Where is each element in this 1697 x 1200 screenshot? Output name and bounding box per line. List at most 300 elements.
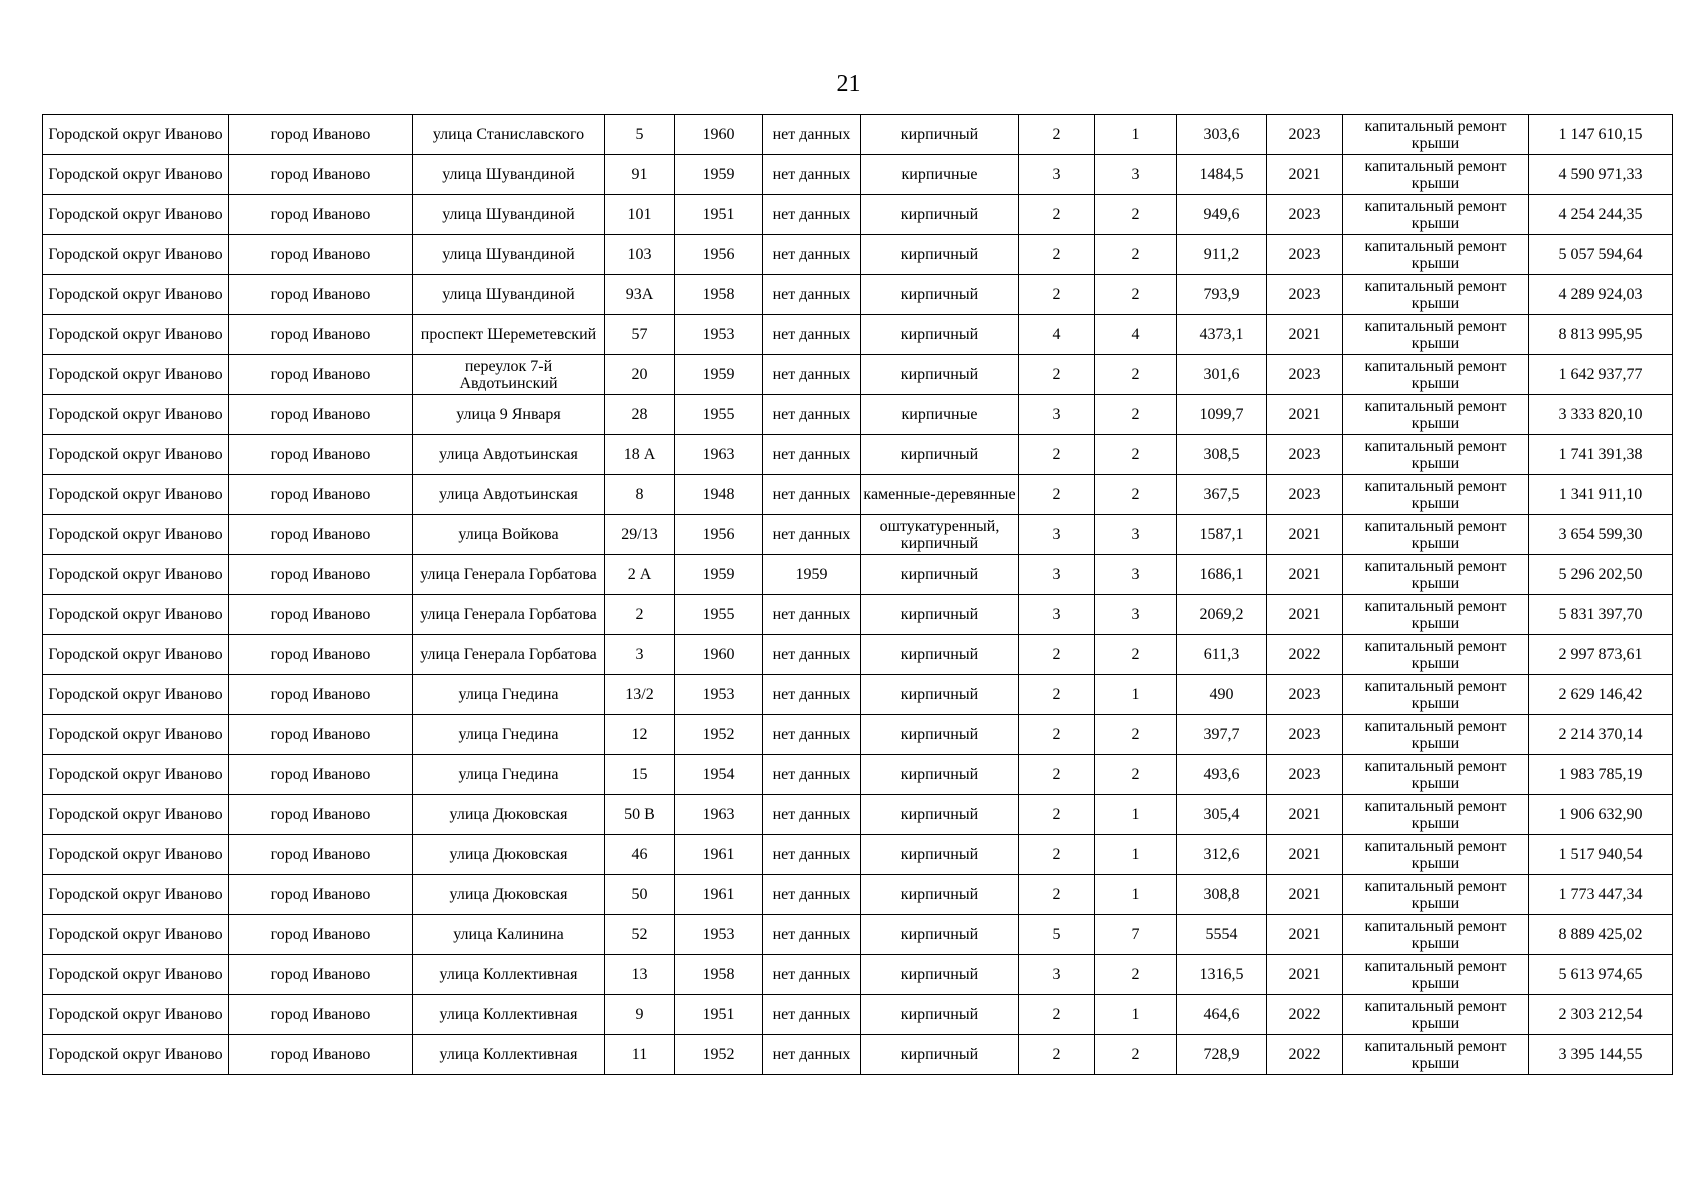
work-type-cell: капитальный ремонт крыши	[1343, 275, 1529, 315]
build-year-cell: 1953	[675, 315, 763, 355]
planned-year-cell: 2023	[1267, 235, 1343, 275]
work-type-cell: капитальный ремонт крыши	[1343, 835, 1529, 875]
street-cell: улица Коллективная	[413, 995, 605, 1035]
municipality-cell: Городской округ Иваново	[43, 675, 229, 715]
street-cell: улица Гнедина	[413, 755, 605, 795]
build-year-cell: 1951	[675, 995, 763, 1035]
settlement-cell: город Иваново	[229, 315, 413, 355]
table-row	[43, 915, 1673, 955]
area-cell: 1587,1	[1177, 515, 1267, 555]
municipality-cell: Городской округ Иваново	[43, 1035, 229, 1075]
area-cell: 793,9	[1177, 275, 1267, 315]
build-year-cell: 1955	[675, 395, 763, 435]
planned-year-cell: 2022	[1267, 635, 1343, 675]
build-year-cell: 1956	[675, 235, 763, 275]
municipality-cell: Городской округ Иваново	[43, 555, 229, 595]
wall-material-cell: кирпичный	[861, 955, 1019, 995]
entrances-cell: 2	[1095, 435, 1177, 475]
planned-year-cell: 2023	[1267, 755, 1343, 795]
work-type-cell: капитальный ремонт крыши	[1343, 755, 1529, 795]
entrances-cell: 2	[1095, 355, 1177, 395]
planned-year-cell: 2021	[1267, 915, 1343, 955]
house-number-cell: 12	[605, 715, 675, 755]
floors-cell: 3	[1019, 955, 1095, 995]
area-cell: 1484,5	[1177, 155, 1267, 195]
build-year-cell: 1959	[675, 555, 763, 595]
cost-cell: 2 214 370,14	[1529, 715, 1673, 755]
street-cell: улица Шувандиной	[413, 195, 605, 235]
cost-cell: 4 254 244,35	[1529, 195, 1673, 235]
entrances-cell: 2	[1095, 715, 1177, 755]
work-type-cell: капитальный ремонт крыши	[1343, 875, 1529, 915]
area-cell: 911,2	[1177, 235, 1267, 275]
street-cell: улица Авдотьинская	[413, 435, 605, 475]
work-type-cell: капитальный ремонт крыши	[1343, 155, 1529, 195]
municipality-cell: Городской округ Иваново	[43, 635, 229, 675]
municipality-cell: Городской округ Иваново	[43, 595, 229, 635]
wall-material-cell: кирпичные	[861, 395, 1019, 435]
last-overhaul-cell: нет данных	[763, 875, 861, 915]
wall-material-cell: кирпичный	[861, 715, 1019, 755]
settlement-cell: город Иваново	[229, 195, 413, 235]
last-overhaul-cell: 1959	[763, 555, 861, 595]
area-cell: 949,6	[1177, 195, 1267, 235]
municipality-cell: Городской округ Иваново	[43, 235, 229, 275]
wall-material-cell: кирпичный	[861, 915, 1019, 955]
last-overhaul-cell: нет данных	[763, 235, 861, 275]
cost-cell: 1 983 785,19	[1529, 755, 1673, 795]
settlement-cell: город Иваново	[229, 555, 413, 595]
last-overhaul-cell: нет данных	[763, 955, 861, 995]
planned-year-cell: 2022	[1267, 1035, 1343, 1075]
planned-year-cell: 2023	[1267, 355, 1343, 395]
entrances-cell: 1	[1095, 795, 1177, 835]
table-row	[43, 875, 1673, 915]
municipality-cell: Городской округ Иваново	[43, 835, 229, 875]
work-type-cell: капитальный ремонт крыши	[1343, 435, 1529, 475]
street-cell: переулок 7-й Авдотьинский	[413, 355, 605, 395]
municipality-cell: Городской округ Иваново	[43, 995, 229, 1035]
house-number-cell: 9	[605, 995, 675, 1035]
table-row	[43, 235, 1673, 275]
municipality-cell: Городской округ Иваново	[43, 875, 229, 915]
wall-material-cell: кирпичный	[861, 235, 1019, 275]
area-cell: 493,6	[1177, 755, 1267, 795]
floors-cell: 2	[1019, 675, 1095, 715]
build-year-cell: 1959	[675, 355, 763, 395]
street-cell: улица Шувандиной	[413, 235, 605, 275]
settlement-cell: город Иваново	[229, 675, 413, 715]
table-row	[43, 275, 1673, 315]
table-row	[43, 955, 1673, 995]
entrances-cell: 1	[1095, 115, 1177, 155]
street-cell: улица Генерала Горбатова	[413, 635, 605, 675]
floors-cell: 2	[1019, 795, 1095, 835]
house-number-cell: 3	[605, 635, 675, 675]
cost-cell: 5 831 397,70	[1529, 595, 1673, 635]
house-number-cell: 91	[605, 155, 675, 195]
wall-material-cell: кирпичный	[861, 835, 1019, 875]
table-row	[43, 835, 1673, 875]
planned-year-cell: 2021	[1267, 795, 1343, 835]
floors-cell: 2	[1019, 755, 1095, 795]
wall-material-cell: кирпичный	[861, 435, 1019, 475]
floors-cell: 5	[1019, 915, 1095, 955]
last-overhaul-cell: нет данных	[763, 355, 861, 395]
house-number-cell: 2	[605, 595, 675, 635]
cost-cell: 1 906 632,90	[1529, 795, 1673, 835]
wall-material-cell: кирпичный	[861, 595, 1019, 635]
planned-year-cell: 2021	[1267, 595, 1343, 635]
work-type-cell: капитальный ремонт крыши	[1343, 395, 1529, 435]
settlement-cell: город Иваново	[229, 715, 413, 755]
area-cell: 1316,5	[1177, 955, 1267, 995]
area-cell: 397,7	[1177, 715, 1267, 755]
page-number: 21	[836, 71, 861, 97]
cost-cell: 8 889 425,02	[1529, 915, 1673, 955]
table-body	[43, 115, 1673, 1075]
work-type-cell: капитальный ремонт крыши	[1343, 115, 1529, 155]
planned-year-cell: 2023	[1267, 475, 1343, 515]
build-year-cell: 1953	[675, 675, 763, 715]
build-year-cell: 1952	[675, 1035, 763, 1075]
entrances-cell: 3	[1095, 155, 1177, 195]
table-row	[43, 715, 1673, 755]
floors-cell: 3	[1019, 155, 1095, 195]
wall-material-cell: кирпичный	[861, 755, 1019, 795]
wall-material-cell: кирпичные	[861, 155, 1019, 195]
settlement-cell: город Иваново	[229, 155, 413, 195]
cost-cell: 2 303 212,54	[1529, 995, 1673, 1035]
settlement-cell: город Иваново	[229, 1035, 413, 1075]
settlement-cell: город Иваново	[229, 275, 413, 315]
area-cell: 728,9	[1177, 1035, 1267, 1075]
area-cell: 2069,2	[1177, 595, 1267, 635]
cost-cell: 4 289 924,03	[1529, 275, 1673, 315]
build-year-cell: 1958	[675, 275, 763, 315]
house-number-cell: 50 В	[605, 795, 675, 835]
build-year-cell: 1958	[675, 955, 763, 995]
house-number-cell: 46	[605, 835, 675, 875]
planned-year-cell: 2021	[1267, 315, 1343, 355]
floors-cell: 3	[1019, 515, 1095, 555]
settlement-cell: город Иваново	[229, 875, 413, 915]
entrances-cell: 7	[1095, 915, 1177, 955]
entrances-cell: 2	[1095, 755, 1177, 795]
street-cell: улица Станиславского	[413, 115, 605, 155]
build-year-cell: 1960	[675, 115, 763, 155]
build-year-cell: 1961	[675, 875, 763, 915]
last-overhaul-cell: нет данных	[763, 795, 861, 835]
settlement-cell: город Иваново	[229, 115, 413, 155]
cost-cell: 1 147 610,15	[1529, 115, 1673, 155]
cost-cell: 2 629 146,42	[1529, 675, 1673, 715]
wall-material-cell: кирпичный	[861, 1035, 1019, 1075]
municipality-cell: Городской округ Иваново	[43, 435, 229, 475]
street-cell: улица Шувандиной	[413, 275, 605, 315]
area-cell: 1099,7	[1177, 395, 1267, 435]
settlement-cell: город Иваново	[229, 355, 413, 395]
build-year-cell: 1951	[675, 195, 763, 235]
entrances-cell: 3	[1095, 555, 1177, 595]
house-number-cell: 29/13	[605, 515, 675, 555]
build-year-cell: 1954	[675, 755, 763, 795]
house-number-cell: 15	[605, 755, 675, 795]
area-cell: 5554	[1177, 915, 1267, 955]
street-cell: улица Авдотьинская	[413, 475, 605, 515]
settlement-cell: город Иваново	[229, 635, 413, 675]
cost-cell: 4 590 971,33	[1529, 155, 1673, 195]
last-overhaul-cell: нет данных	[763, 515, 861, 555]
house-number-cell: 13/2	[605, 675, 675, 715]
work-type-cell: капитальный ремонт крыши	[1343, 475, 1529, 515]
cost-cell: 2 997 873,61	[1529, 635, 1673, 675]
table-row	[43, 355, 1673, 395]
table-row	[43, 155, 1673, 195]
last-overhaul-cell: нет данных	[763, 315, 861, 355]
work-type-cell: капитальный ремонт крыши	[1343, 715, 1529, 755]
floors-cell: 2	[1019, 995, 1095, 1035]
planned-year-cell: 2021	[1267, 555, 1343, 595]
street-cell: улица Коллективная	[413, 1035, 605, 1075]
table-row	[43, 675, 1673, 715]
last-overhaul-cell: нет данных	[763, 835, 861, 875]
floors-cell: 2	[1019, 115, 1095, 155]
cost-cell: 1 773 447,34	[1529, 875, 1673, 915]
entrances-cell: 1	[1095, 675, 1177, 715]
settlement-cell: город Иваново	[229, 435, 413, 475]
last-overhaul-cell: нет данных	[763, 395, 861, 435]
house-number-cell: 57	[605, 315, 675, 355]
building-register-table	[42, 114, 1673, 1075]
settlement-cell: город Иваново	[229, 235, 413, 275]
table-row	[43, 315, 1673, 355]
table-row	[43, 635, 1673, 675]
house-number-cell: 18 А	[605, 435, 675, 475]
last-overhaul-cell: нет данных	[763, 915, 861, 955]
floors-cell: 2	[1019, 355, 1095, 395]
build-year-cell: 1960	[675, 635, 763, 675]
entrances-cell: 2	[1095, 395, 1177, 435]
municipality-cell: Городской округ Иваново	[43, 795, 229, 835]
wall-material-cell: оштукатуренный, кирпичный	[861, 515, 1019, 555]
house-number-cell: 93А	[605, 275, 675, 315]
settlement-cell: город Иваново	[229, 915, 413, 955]
build-year-cell: 1956	[675, 515, 763, 555]
work-type-cell: капитальный ремонт крыши	[1343, 955, 1529, 995]
build-year-cell: 1959	[675, 155, 763, 195]
table-row	[43, 115, 1673, 155]
settlement-cell: город Иваново	[229, 515, 413, 555]
street-cell: улица Генерала Горбатова	[413, 555, 605, 595]
planned-year-cell: 2023	[1267, 115, 1343, 155]
work-type-cell: капитальный ремонт крыши	[1343, 675, 1529, 715]
table-row	[43, 755, 1673, 795]
build-year-cell: 1953	[675, 915, 763, 955]
planned-year-cell: 2021	[1267, 155, 1343, 195]
settlement-cell: город Иваново	[229, 475, 413, 515]
table-row	[43, 995, 1673, 1035]
build-year-cell: 1963	[675, 435, 763, 475]
floors-cell: 2	[1019, 475, 1095, 515]
cost-cell: 3 333 820,10	[1529, 395, 1673, 435]
table-row	[43, 435, 1673, 475]
last-overhaul-cell: нет данных	[763, 275, 861, 315]
municipality-cell: Городской округ Иваново	[43, 915, 229, 955]
settlement-cell: город Иваново	[229, 755, 413, 795]
wall-material-cell: кирпичный	[861, 115, 1019, 155]
municipality-cell: Городской округ Иваново	[43, 275, 229, 315]
wall-material-cell: кирпичный	[861, 675, 1019, 715]
street-cell: улица Калинина	[413, 915, 605, 955]
wall-material-cell: кирпичный	[861, 875, 1019, 915]
planned-year-cell: 2021	[1267, 835, 1343, 875]
street-cell: улица Дюковская	[413, 875, 605, 915]
street-cell: улица 9 Января	[413, 395, 605, 435]
area-cell: 367,5	[1177, 475, 1267, 515]
floors-cell: 2	[1019, 275, 1095, 315]
house-number-cell: 20	[605, 355, 675, 395]
house-number-cell: 11	[605, 1035, 675, 1075]
municipality-cell: Городской округ Иваново	[43, 515, 229, 555]
house-number-cell: 28	[605, 395, 675, 435]
floors-cell: 2	[1019, 235, 1095, 275]
area-cell: 611,3	[1177, 635, 1267, 675]
planned-year-cell: 2021	[1267, 515, 1343, 555]
entrances-cell: 2	[1095, 1035, 1177, 1075]
work-type-cell: капитальный ремонт крыши	[1343, 795, 1529, 835]
house-number-cell: 2 А	[605, 555, 675, 595]
street-cell: улица Генерала Горбатова	[413, 595, 605, 635]
last-overhaul-cell: нет данных	[763, 195, 861, 235]
cost-cell: 3 654 599,30	[1529, 515, 1673, 555]
entrances-cell: 2	[1095, 195, 1177, 235]
planned-year-cell: 2023	[1267, 195, 1343, 235]
street-cell: улица Шувандиной	[413, 155, 605, 195]
municipality-cell: Городской округ Иваново	[43, 715, 229, 755]
municipality-cell: Городской округ Иваново	[43, 355, 229, 395]
build-year-cell: 1952	[675, 715, 763, 755]
work-type-cell: капитальный ремонт крыши	[1343, 515, 1529, 555]
entrances-cell: 2	[1095, 275, 1177, 315]
entrances-cell: 3	[1095, 595, 1177, 635]
last-overhaul-cell: нет данных	[763, 715, 861, 755]
street-cell: улица Дюковская	[413, 795, 605, 835]
municipality-cell: Городской округ Иваново	[43, 315, 229, 355]
area-cell: 464,6	[1177, 995, 1267, 1035]
floors-cell: 4	[1019, 315, 1095, 355]
house-number-cell: 5	[605, 115, 675, 155]
municipality-cell: Городской округ Иваново	[43, 115, 229, 155]
cost-cell: 3 395 144,55	[1529, 1035, 1673, 1075]
work-type-cell: капитальный ремонт крыши	[1343, 555, 1529, 595]
cost-cell: 1 517 940,54	[1529, 835, 1673, 875]
planned-year-cell: 2022	[1267, 995, 1343, 1035]
last-overhaul-cell: нет данных	[763, 475, 861, 515]
table-row	[43, 795, 1673, 835]
build-year-cell: 1961	[675, 835, 763, 875]
area-cell: 4373,1	[1177, 315, 1267, 355]
table-row	[43, 515, 1673, 555]
last-overhaul-cell: нет данных	[763, 1035, 861, 1075]
house-number-cell: 8	[605, 475, 675, 515]
cost-cell: 1 642 937,77	[1529, 355, 1673, 395]
last-overhaul-cell: нет данных	[763, 635, 861, 675]
planned-year-cell: 2023	[1267, 275, 1343, 315]
build-year-cell: 1948	[675, 475, 763, 515]
cost-cell: 1 741 391,38	[1529, 435, 1673, 475]
last-overhaul-cell: нет данных	[763, 755, 861, 795]
area-cell: 1686,1	[1177, 555, 1267, 595]
floors-cell: 2	[1019, 835, 1095, 875]
work-type-cell: капитальный ремонт крыши	[1343, 915, 1529, 955]
wall-material-cell: кирпичный	[861, 555, 1019, 595]
area-cell: 490	[1177, 675, 1267, 715]
work-type-cell: капитальный ремонт крыши	[1343, 355, 1529, 395]
wall-material-cell: кирпичный	[861, 795, 1019, 835]
cost-cell: 5 057 594,64	[1529, 235, 1673, 275]
settlement-cell: город Иваново	[229, 955, 413, 995]
entrances-cell: 1	[1095, 875, 1177, 915]
house-number-cell: 52	[605, 915, 675, 955]
street-cell: улица Войкова	[413, 515, 605, 555]
settlement-cell: город Иваново	[229, 995, 413, 1035]
work-type-cell: капитальный ремонт крыши	[1343, 635, 1529, 675]
area-cell: 308,8	[1177, 875, 1267, 915]
table-row	[43, 1035, 1673, 1075]
settlement-cell: город Иваново	[229, 835, 413, 875]
planned-year-cell: 2023	[1267, 675, 1343, 715]
wall-material-cell: каменные-деревянные	[861, 475, 1019, 515]
house-number-cell: 101	[605, 195, 675, 235]
last-overhaul-cell: нет данных	[763, 115, 861, 155]
entrances-cell: 2	[1095, 955, 1177, 995]
table-row	[43, 195, 1673, 235]
entrances-cell: 4	[1095, 315, 1177, 355]
settlement-cell: город Иваново	[229, 795, 413, 835]
cost-cell: 5 613 974,65	[1529, 955, 1673, 995]
last-overhaul-cell: нет данных	[763, 155, 861, 195]
floors-cell: 2	[1019, 1035, 1095, 1075]
floors-cell: 3	[1019, 555, 1095, 595]
municipality-cell: Городской округ Иваново	[43, 155, 229, 195]
planned-year-cell: 2021	[1267, 955, 1343, 995]
municipality-cell: Городской округ Иваново	[43, 395, 229, 435]
planned-year-cell: 2023	[1267, 435, 1343, 475]
municipality-cell: Городской округ Иваново	[43, 475, 229, 515]
entrances-cell: 3	[1095, 515, 1177, 555]
table-row	[43, 595, 1673, 635]
wall-material-cell: кирпичный	[861, 995, 1019, 1035]
last-overhaul-cell: нет данных	[763, 675, 861, 715]
entrances-cell: 2	[1095, 475, 1177, 515]
work-type-cell: капитальный ремонт крыши	[1343, 995, 1529, 1035]
entrances-cell: 2	[1095, 635, 1177, 675]
floors-cell: 2	[1019, 195, 1095, 235]
house-number-cell: 13	[605, 955, 675, 995]
settlement-cell: город Иваново	[229, 595, 413, 635]
work-type-cell: капитальный ремонт крыши	[1343, 595, 1529, 635]
municipality-cell: Городской округ Иваново	[43, 755, 229, 795]
area-cell: 312,6	[1177, 835, 1267, 875]
floors-cell: 2	[1019, 435, 1095, 475]
street-cell: улица Дюковская	[413, 835, 605, 875]
build-year-cell: 1955	[675, 595, 763, 635]
last-overhaul-cell: нет данных	[763, 435, 861, 475]
floors-cell: 2	[1019, 635, 1095, 675]
cost-cell: 1 341 911,10	[1529, 475, 1673, 515]
work-type-cell: капитальный ремонт крыши	[1343, 195, 1529, 235]
